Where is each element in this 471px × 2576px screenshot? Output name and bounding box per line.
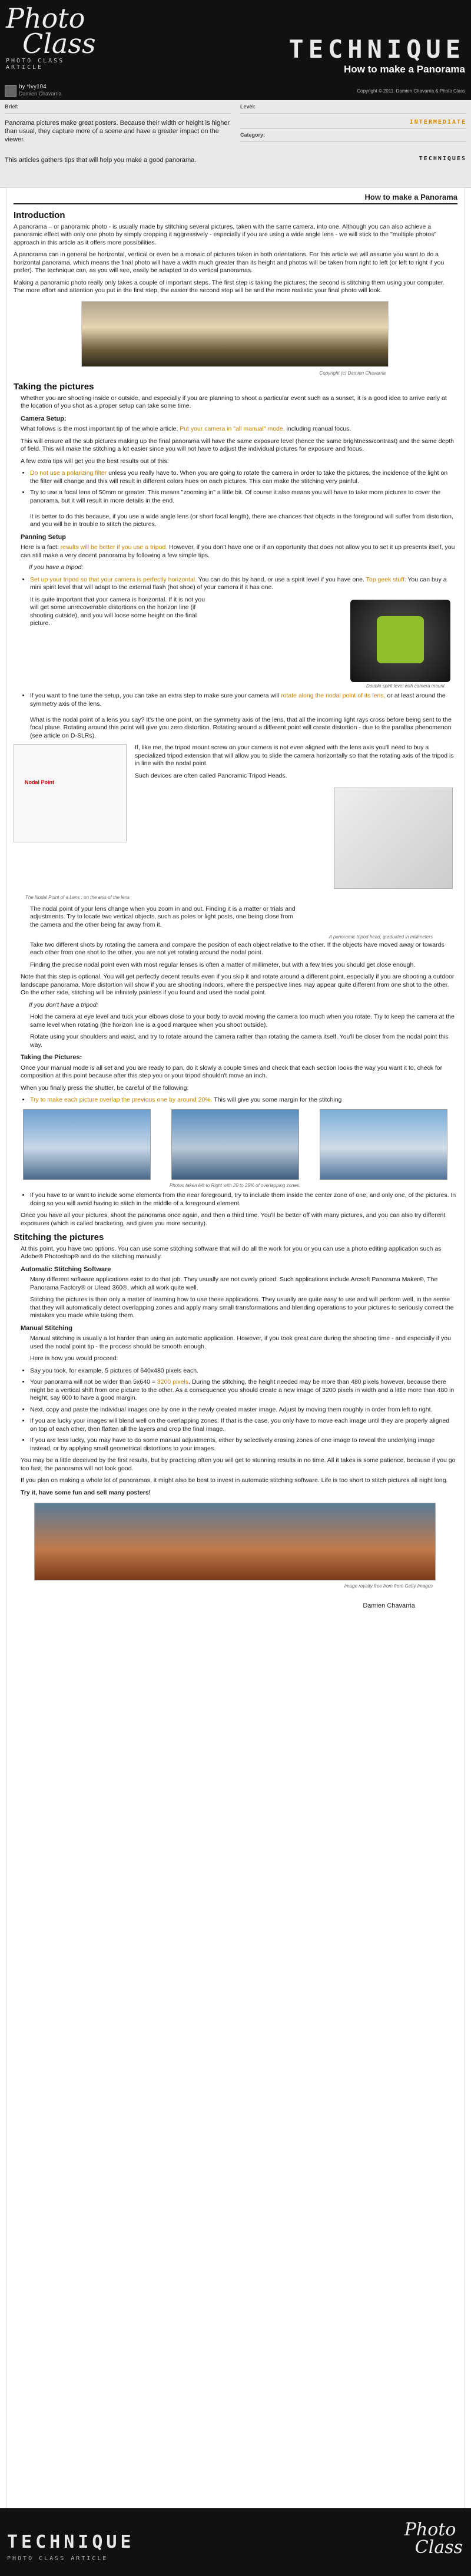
divider [240, 128, 466, 129]
paragraph: Making a panoramic photo really only takes a couple of important steps. The first step is taking the pictures; the second is stitching them using your computer. The more effort and attention you put in the first step, the easier the second step will be and the more realistic your final photo will look. [14, 279, 445, 294]
list-item: • If you are lucky your images will blend well on the overlapping zones. If that is the case, you only have to move each image until they are properly aligned on top of each other, then flatten all the layers and crop the final image. [30, 1417, 456, 1433]
paragraph: It is quite important that your camera is horizontal. If it is not you will get some unrecoverable distortions on the horizon line (if shooting outside), and you will loose some height on the final picture. [30, 596, 205, 627]
footer [0, 2508, 471, 2576]
list-item: • Do not use a polarizing filter unless you really have to. When you are going to rotate the camera in order to take the pictures, the incidence of the light on the filter will change and this will result in different colors hues on each pictures. This can make the stitching very painful. [30, 469, 456, 485]
brief-text: Panorama pictures make great posters. Because their width or height is higher than usual, they capture more of a scene and have a greater impact on the viewer. [5, 120, 230, 143]
list-item: • If you want to fine tune the setup, you can take an extra step to make sure your camera will rotate along the nodal point of its lens, or at least around the symmetry axis of the lens. What is the nodal point of a lens you say? It's the one point, on the symmetry axis of the lens, that all the incoming light rays cross before being sent to the focal plane. Rotating around this point will give you zero distortion. Rotating around a different point will create distortion - due to the parallax phenomenon (see article on D-SLRs). [30, 692, 456, 740]
paragraph: A panorama can in general be horizontal, vertical or even be a mosaic of pictures taken in both orientations. For this article we will assume you want to do a horizontal panorama, which means the final photo will have a width much greater than its height and photos will be taken from right to left (or left to right if you prefer). The technique can, as you will see, easily be adapted to do vertical panoramas. [14, 251, 445, 274]
footer-logo-line1: Photo [404, 2519, 456, 2540]
brief-text-2: This articles gathers tips that will help you make a good panorama. [5, 157, 197, 164]
image-caption: Photos taken left to Right with 20 to 25% of overlapping zones. [169, 1182, 301, 1188]
nodal-point-label: Nodal Point [25, 779, 54, 785]
camera-setup-heading: Camera Setup: [21, 415, 67, 422]
copyright: Copyright © 2011. Damien Chavarria & Photo Class [357, 88, 465, 94]
tripod-head-image [334, 788, 453, 889]
paragraph: Many different software applications exist to do that job. They usually are not overly priced. Such applications include Arcsoft Panorama Maker®, The Panorama Factory® or Ulead 360®, which all work quite well. [30, 1276, 438, 1291]
monument-valley-image [34, 1503, 436, 1580]
tips-list [30, 469, 456, 529]
highlight: Put your camera in "all manual" mode, [180, 425, 285, 432]
category-label: Category: [240, 132, 266, 138]
nodal-point-diagram [14, 744, 127, 842]
section-heading [233, 37, 465, 78]
paragraph: A panorama – or panoramic photo - is usually made by stitching several pictures, taken with the same camera, into one. Although you can also achieve a panoramic effect with only one photo by simply cropping it aggressively - especially if you are using a wide angle lens - we will stick to the "multiple photos" approach in this article as it offers more possibilities. [14, 223, 437, 246]
paragraph: Whether you are shooting inside or outside, and especially if you are planning to shoot a particular event such as a sunset, it is a good idea to arrive early at the location of you shot as a proper setup can take some time. [21, 394, 447, 409]
paragraph: What follows is the most important tip of the whole article: Put your camera in "all manual" mode, including manual focus. [21, 425, 351, 432]
list-item: • Next, copy and paste the individual images one by one in the newly created master image. Adjust by moving them roughly in order from left to right. [30, 1406, 456, 1414]
subheading: If you have a tripod: [29, 564, 84, 571]
foreground-list [30, 1192, 456, 1208]
paragraph: Once your manual mode is all set and you are ready to pan, do it slowly a couple times and check that each section looks the way you want it to, check for composition at this point because after this step you or your tripod shouldn't move an inch. [21, 1064, 443, 1079]
article-subtitle: How to make a Panorama [344, 64, 465, 75]
paragraph: You may be a little deceived by the first results, but by practicing often you will get to stunning results in no time. All it takes is some patience, because if you go too fast, the panorama will not look good. [21, 1457, 456, 1472]
paragraph: Hold the camera at eye level and tuck your elbows close to your body to avoid moving the camera too much when you rotate. Try to keep the camera at the same level when rotating (the horizon line is a good marquee when you shoot outside). [30, 1013, 455, 1029]
info-panel [0, 100, 471, 188]
article-title: How to make a Panorama [14, 193, 457, 204]
divider [240, 113, 466, 114]
image-caption: Double spirit level with camera mount [366, 683, 445, 689]
author-name: Damien Chavarria [19, 91, 62, 97]
paragraph: Finding the precise nodal point even with most regular lenses is often a matter of millimeter, but with a few tries you should get close enough. [30, 961, 416, 968]
article-container [6, 187, 465, 2509]
panning-heading: Panning Setup [21, 533, 66, 541]
paragraph: The nodal point of your lens change when you zoom in and out. Finding it is a matter or trials and adjustments. Try to locate two vertical objects, such as poles or light posts, one being close from the camera and the other being far away from it. [30, 905, 296, 928]
list-item: • Set up your tripod so that your camera is perfectly horizontal. You can do this by hand, or use a spirit level if you have one. Top geek stuff: You can buy a mini spirit level that will adapt to the external flash (hot shoe) of your camera if it has one. [30, 576, 456, 592]
shutter-list [30, 1096, 456, 1105]
image-caption: Image royalty free from from Getty Images [344, 1583, 433, 1589]
manual-stitch-heading: Manual Stitching [21, 1324, 72, 1332]
taking-pictures-heading: Taking the Pictures: [21, 1054, 82, 1061]
article-body [14, 206, 456, 1614]
paragraph: Here is how you would proceed: [30, 1355, 118, 1362]
level-value: INTERMEDIATE [409, 119, 466, 125]
logo-tagline: PHOTO CLASS ARTICLE [6, 58, 65, 71]
list-item: • Say you took, for example, 5 pictures of 640x480 pixels each. [30, 1367, 456, 1375]
spirit-level-image [350, 600, 450, 682]
level-label: Level: [240, 104, 256, 110]
logo-line1: Photo [6, 2, 85, 34]
brief-label: Brief: [5, 104, 19, 110]
section-title: TECHNIQUE [288, 35, 465, 64]
meta-box [240, 104, 466, 162]
paragraph: This will ensure all the sub pictures making up the final panorama will have the same exposure level (hence the same brightness/contrast) and the same depth of field. This will make the stitching a lot easier since you will not have to adjust the individual pictures for exposure and focus. [21, 437, 454, 452]
taking-heading: Taking the pictures [14, 382, 94, 392]
paragraph: Such devices are often called Panoramic Tripod Heads. [135, 772, 287, 779]
author-handle: by *Ivy104 [19, 84, 47, 90]
paragraph: Here is a fact: results will be better if you use a tripod. However, if you don't have one or if an opportunity that does not allow you to set it up presents itself, you can still make a very decent panorama by following a few simple tips. [21, 544, 455, 559]
intro-heading: Introduction [14, 210, 65, 220]
footer-logo [404, 2521, 463, 2557]
manual-steps-list [30, 1367, 456, 1453]
list-item: • If you are less lucky, you may have to do some manual adjustments, either by selectively erasing zones of one image to reveal the underlying image instead, or by applying small geometrical distortions to your images. [30, 1437, 456, 1453]
paragraph: Manual stitching is usually a lot harder than using an automatic application. However, if you took great care during the shooting time - and especially if you used the nodal point tip - the process should be smooth enough. [30, 1335, 451, 1350]
paragraph: Rotate using your shoulders and waist, and try to rotate around the camera rather than rotating the camera itself. You'll be closer from the nodal point this way. [30, 1033, 449, 1049]
tripod-list [30, 576, 456, 592]
category-value: TECHNIQUES [419, 156, 466, 162]
subheading: If you don't have a tripod: [29, 1001, 98, 1008]
paragraph: A few extra tips will get you the best results out of this: [21, 457, 169, 465]
tripod-list-2 [30, 692, 456, 740]
footer-tagline: PHOTO CLASS ARTICLE [7, 2555, 108, 2562]
divider [5, 113, 231, 114]
divider [240, 141, 466, 142]
paragraph: If you plan on making a whole lot of panoramas, it might also be best to invest in automatic stitching software. Life is too short to stitch pictures all night long. [21, 1477, 448, 1484]
brief-box [5, 104, 231, 174]
panorama-image [81, 301, 389, 367]
paragraph: Note that this step is optional. You will get perfectly decent results even if you skip it and rotate around a different point, especially if you are shooting a outdoor landscape panorama. More distortion will show if you are shooting indoors, where the perspective lines may appear quite different from one shot to the other. On the other side, stitching will be infinitely painless if you found and used the nodal point. [21, 973, 455, 996]
paragraph: If, like me, the tripod mount screw on your camera is not even aligned with the lens axis you'll need to buy a specialized tripod extension that will allow you to slide the camera horizontally so that the rotating axis of the tripod is in line with the nodal point. [135, 744, 454, 767]
signature: Damien Chavarria [363, 1602, 415, 1609]
logo-line2: Class [22, 28, 96, 59]
paragraph: At this point, you have two options. You can use some stitching software that will do all the work for you or you can use a photo editing application such as Adobe® Photoshop® and do the stitching manually. [21, 1245, 442, 1260]
list-item: • If you have to or want to include some elements from the near foreground, try to include them inside the center zone of one, and only one, of the pictures. In doing so you will avoid having to stitch in the middle of a foreground element. [30, 1192, 456, 1208]
image-caption: The Nodal Point of a Lens : on the axis of the lens [25, 895, 130, 900]
footer-logo-line2: Class [414, 2537, 463, 2558]
paragraph: When you finally press the shutter, be careful of the following: [21, 1084, 189, 1092]
list-item: • Try to use a focal lens of 50mm or greater. This means "zooming in" a little bit. Of course it also means you will have to take more pictures to cover the panorama, but it will result in more details in the end. It is better to do this because, if you use a wide angle lens (or short focal length), there are chances that objects in the foreground will suffer from distortion, and you will be in trouble to stitch the pictures. [30, 489, 456, 529]
paragraph: Once you have all your pictures, shoot the panorama once again, and then a third time. You'll be better off with many pictures, and you can also try different exposures (which is called bracketing, and gives you more security). [21, 1212, 446, 1227]
author-block [5, 84, 122, 98]
header [0, 0, 471, 100]
stitching-heading: Stitching the pictures [14, 1232, 104, 1242]
overlap-photos [23, 1109, 447, 1180]
paragraph: Take two different shots by rotating the camera and compare the position of each object relative to the other. If the objects have moved away or towards each other from one shot to the other, you are not yet rotating around the nodal point. [30, 941, 445, 956]
list-item: • Try to make each picture overlap the previous one by around 20%. This will give you some margin for the stitching [30, 1096, 456, 1105]
footer-section-title: TECHNIQUE [7, 2532, 135, 2552]
paragraph: Stitching the pictures is then only a matter of learning how to use these applications. They usually are quite easy to use and will perform well, in the sense that they will automatically detect overlapping zones and apply many small transformations and blending operations to your pictures to seriously correct the mistakes you made while taking them. [30, 1296, 454, 1319]
paragraph: Try it, have some fun and sell many posters! [21, 1489, 151, 1496]
photo-right [320, 1109, 447, 1180]
auto-stitch-heading: Automatic Stitching Software [21, 1265, 111, 1273]
photo-class-logo [6, 2, 100, 78]
image-caption: Copyright (c) Damien Chavarria [319, 370, 386, 376]
list-item: • Your panorama will not be wider than 5x640 = 3200 pixels. During the stitching, the height needed may be more than 480 pixels however, because there might be a vertical shift from one picture to the other. As a consequence you should create a new image of 3200 pixels in width and a little more than 480 in height, say 600 to have a good margin. [30, 1378, 456, 1403]
image-caption: A panoramic tripod head, graduated in millimeters [329, 934, 433, 940]
photo-left [23, 1109, 151, 1180]
avatar [5, 85, 16, 97]
photo-middle [171, 1109, 299, 1180]
